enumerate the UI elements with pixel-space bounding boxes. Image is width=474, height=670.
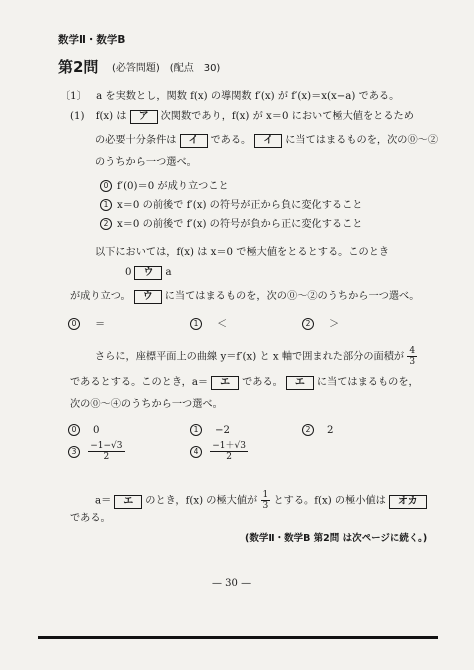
option-fraction (88, 441, 124, 462)
inequality-line (125, 266, 172, 280)
text-fragment: f(x) は (95, 111, 127, 122)
part-label: 〔1〕 (60, 91, 87, 102)
final-line2: である。 (70, 513, 111, 524)
option-fraction (210, 441, 248, 462)
text-fragment: a (165, 267, 172, 278)
choice-mark: 0 (100, 180, 112, 192)
area-line3: 次の⓪～④のうちから一つ選べ。 (70, 399, 223, 410)
subject-header: 数学Ⅱ・数学B (58, 34, 126, 46)
option-1 (100, 199, 362, 212)
option-text: −2 (215, 425, 231, 436)
text-fragment: である。 (242, 377, 283, 388)
option3-4 (190, 441, 248, 462)
option-text: ＝ (95, 319, 106, 330)
text-fragment: 0 (125, 267, 132, 278)
fraction-numerator: −1−√3 (90, 441, 123, 451)
continuation-note: (数学Ⅱ・数学B 第2問 は次ページに続く。) (245, 533, 428, 544)
text-fragment: に当てはまるものを，次の⓪～②のうちから一つ選べ。 (164, 291, 420, 302)
text-fragment: 次関数であり，f(x) が x＝0 において極大値をとるため (160, 111, 414, 122)
choice-mark: 2 (302, 318, 314, 330)
option2-1 (190, 318, 227, 331)
choice-mark: 2 (302, 424, 314, 436)
option2-0 (68, 318, 105, 331)
choice-mark: 2 (100, 218, 112, 230)
choice-mark: 3 (68, 446, 80, 458)
option-0 (100, 180, 229, 193)
fraction-numerator: 4 (409, 346, 416, 356)
option3-1 (190, 424, 230, 437)
answer-box-a: ア (130, 110, 158, 124)
option-text: 2 (327, 425, 334, 436)
text-fragment: の必要十分条件は (95, 135, 177, 146)
answer-box-i-ref: イ (254, 134, 282, 148)
answer-box-i: イ (180, 134, 208, 148)
option-text: ＞ (329, 319, 340, 330)
option-text: f′(0)＝0 が成り立つこと (117, 181, 229, 192)
option-text: ＜ (217, 319, 228, 330)
fraction-numerator: −1＋√3 (212, 441, 246, 451)
sub-question-line3: のうちから一つ選べ。 (95, 157, 197, 168)
holds-line (70, 290, 419, 304)
text-fragment: a＝ (95, 495, 112, 507)
fraction-one-third (261, 490, 271, 511)
text-fragment: とする。f(x) の極小値は (273, 495, 386, 507)
answer-box-oka: オカ (389, 495, 427, 509)
area-line2 (70, 376, 419, 390)
option3-3 (68, 441, 125, 462)
option-2 (100, 218, 362, 231)
fraction-denominator: 3 (409, 357, 416, 367)
sub-label: (1) (70, 111, 85, 122)
fraction-four-thirds (407, 346, 417, 367)
choice-mark: 1 (100, 199, 112, 211)
answer-box-e: エ (211, 376, 239, 390)
text-fragment: に当てはまるものを，次の⓪～② (285, 135, 439, 146)
choice-mark: 0 (68, 318, 80, 330)
sub-question-line2 (95, 134, 438, 148)
fraction-denominator: 2 (103, 452, 110, 462)
text-fragment: が成り立つ。 (70, 291, 131, 302)
answer-box-u-ref: ウ (134, 290, 162, 304)
option3-0 (68, 424, 99, 437)
option2-2 (302, 318, 339, 331)
intro-text: a を実数とし，関数 f(x) の導関数 f′(x) が f′(x)＝x(x−a) である。 (96, 91, 400, 102)
option-text: x＝0 の前後で f′(x) の符号が正から負に変化すること (117, 200, 363, 211)
area-line1 (95, 346, 417, 367)
choice-mark: 4 (190, 446, 202, 458)
text-fragment: である。 (210, 135, 252, 146)
text-fragment: のとき，f(x) の極大値が (145, 495, 258, 507)
choice-mark: 0 (68, 424, 80, 436)
answer-box-u: ウ (134, 266, 162, 280)
text-fragment: さらに，座標平面上の曲線 y＝f′(x) と x 軸で囲まれた部分の面積が (95, 351, 405, 363)
question-title: 第2問 (58, 58, 99, 76)
condition-text: 以下においては，f(x) は x＝0 で極大値をとるとする。このとき (95, 247, 390, 258)
answer-box-e-final: エ (114, 495, 142, 509)
intro-line (60, 90, 399, 103)
option-text: x＝0 の前後で f′(x) の符号が負から正に変化すること (117, 219, 363, 230)
fraction-denominator: 3 (262, 501, 269, 511)
fraction-numerator: 1 (262, 490, 269, 500)
option3-2 (302, 424, 333, 437)
page-number: — 30 — (212, 578, 252, 589)
answer-box-e-ref: エ (286, 376, 314, 390)
option-text: 0 (93, 425, 100, 436)
fraction-denominator: 2 (226, 452, 232, 462)
bottom-rule (38, 636, 438, 639)
choice-mark: 1 (190, 318, 202, 330)
question-meta: (必答問題) (配点 30) (112, 63, 221, 74)
final-line (95, 490, 430, 511)
sub-question-line1 (70, 110, 414, 124)
choice-mark: 1 (190, 424, 202, 436)
text-fragment: であるとする。このとき，a＝ (70, 377, 209, 388)
text-fragment: に当てはまるものを， (316, 377, 419, 388)
